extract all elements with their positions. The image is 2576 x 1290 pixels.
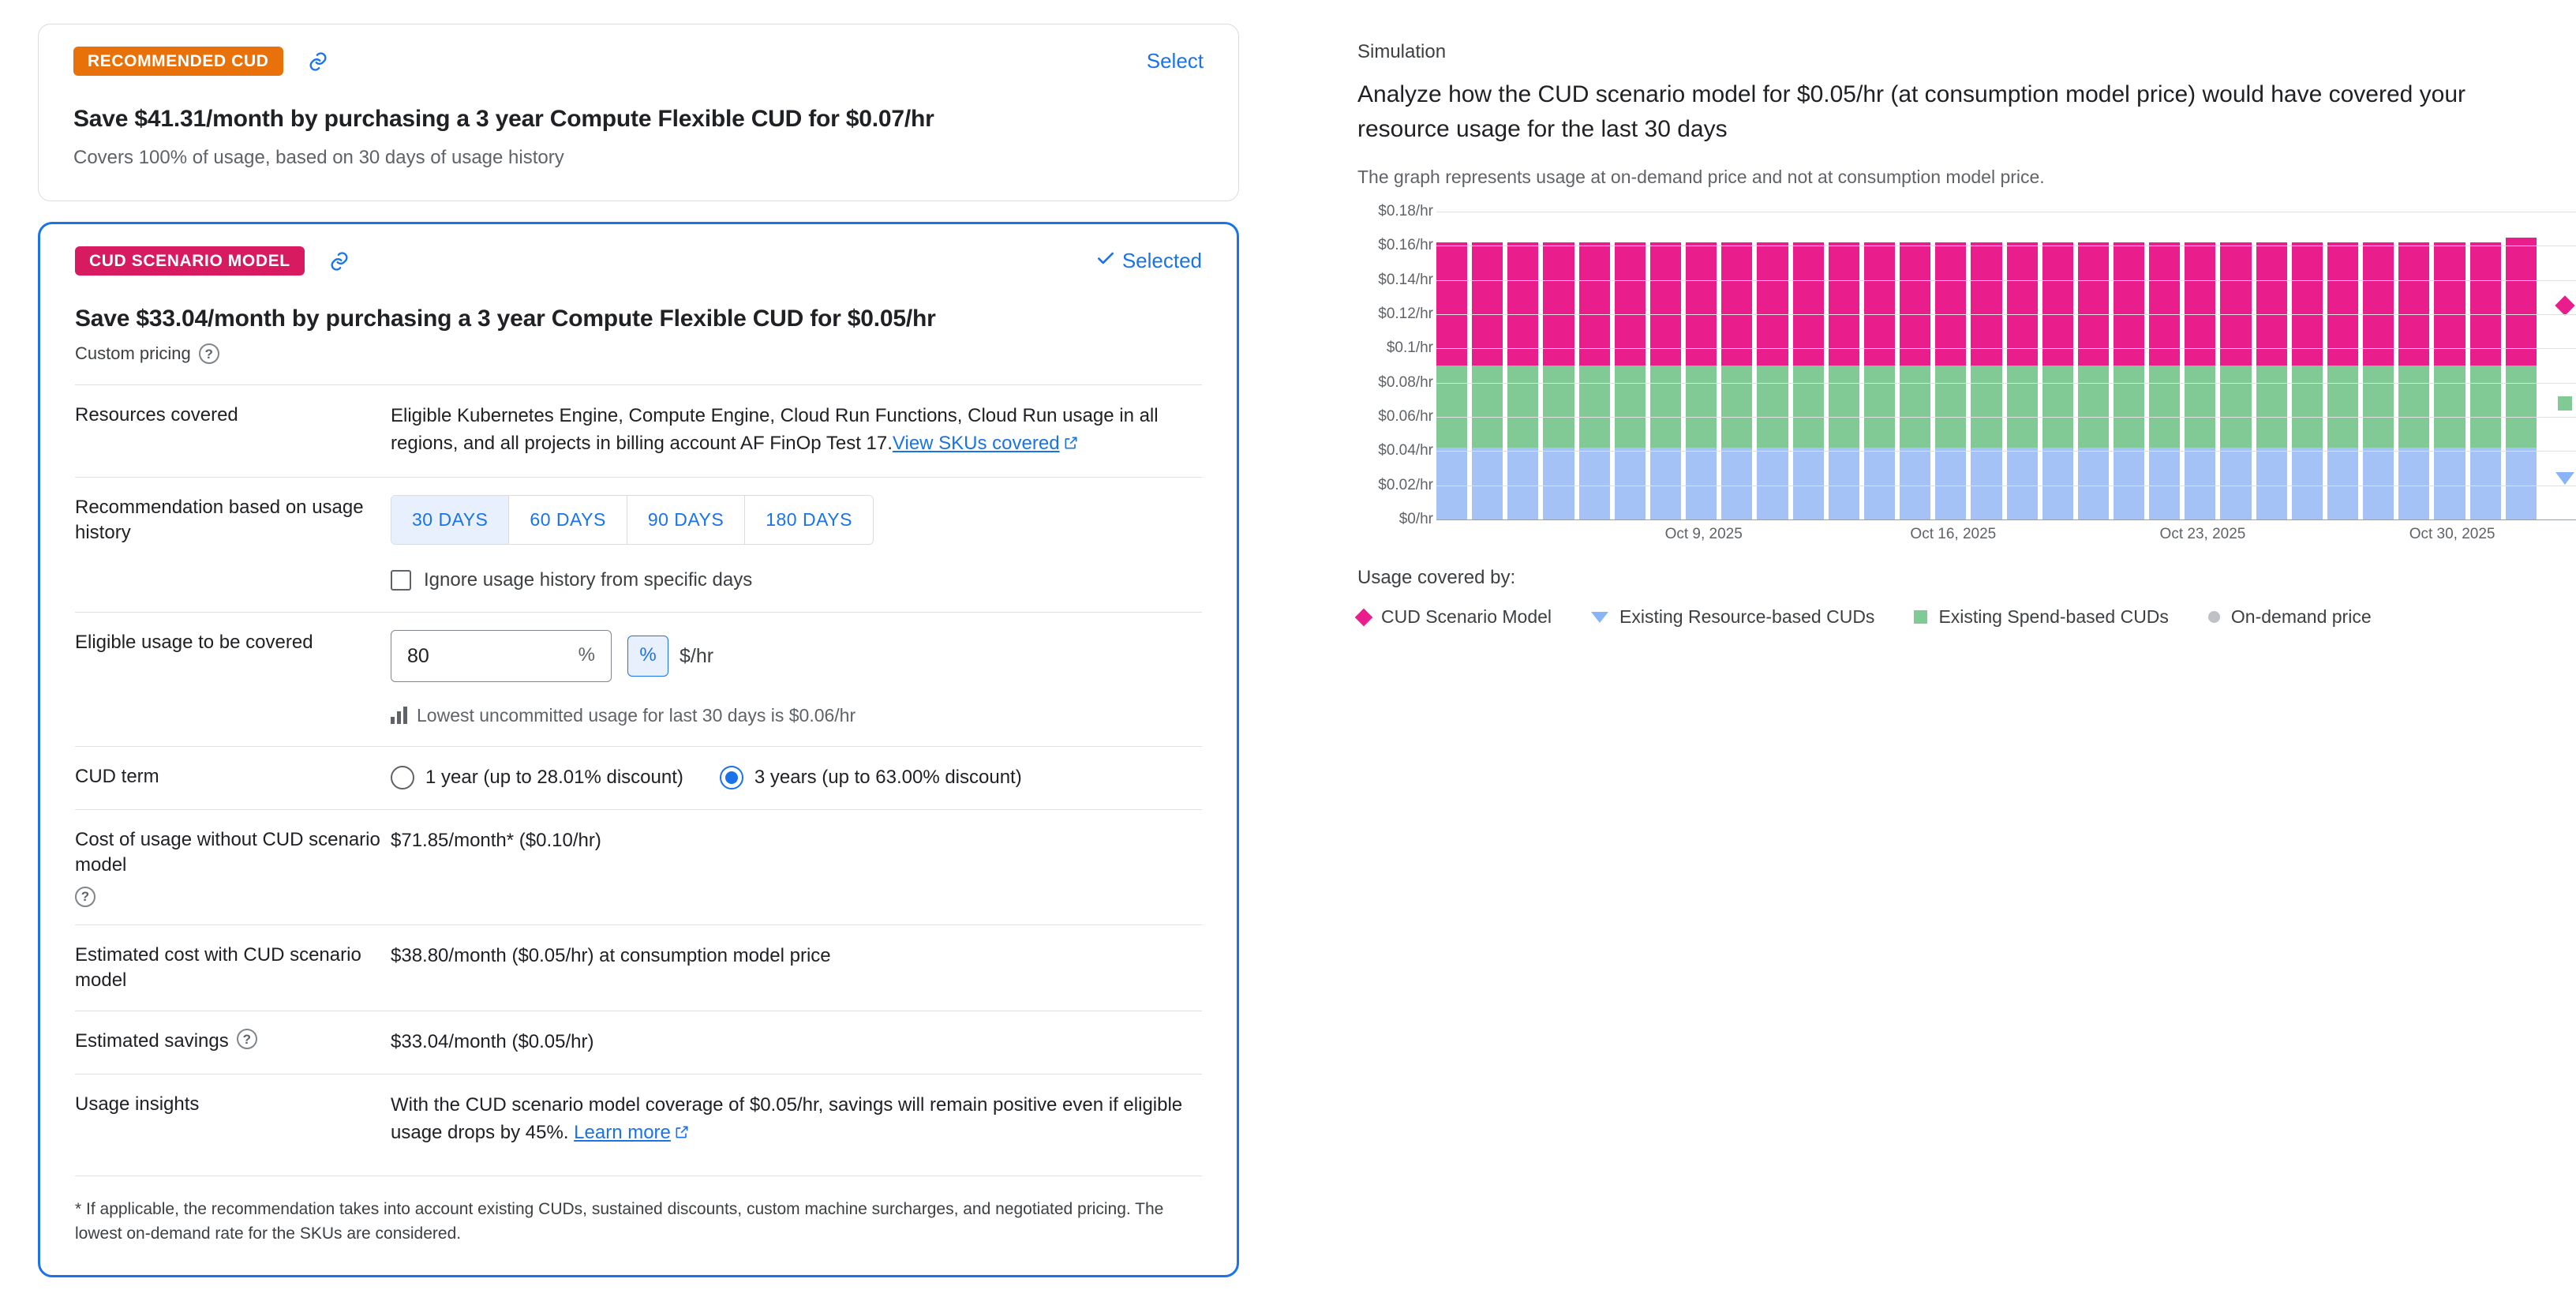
chart-bar[interactable] xyxy=(1971,212,2001,519)
row-value xyxy=(391,1092,1202,1149)
selected-indicator[interactable] xyxy=(1095,248,1202,274)
chart-bar[interactable] xyxy=(1721,212,1752,519)
chart-gridline xyxy=(1436,451,2576,452)
bar-segment xyxy=(1793,448,1824,519)
bar-segment xyxy=(1757,448,1788,519)
row-cost-without-scenario xyxy=(75,809,1202,924)
bar-segment xyxy=(2149,242,2180,366)
recommended-card-header xyxy=(73,47,1204,76)
scenario-card-title: Save $33.04/month by purchasing a 3 year Compute Flexible CUD for $0.05/hr xyxy=(75,306,936,332)
bar-segment xyxy=(2078,366,2109,448)
row-value xyxy=(391,764,1202,792)
radio-1-year[interactable] xyxy=(391,766,414,789)
chart-gridline xyxy=(1436,280,2576,281)
bar-segment xyxy=(2327,448,2358,519)
bar-segment xyxy=(2256,366,2287,448)
cost-with-value: $38.80/month ($0.05/hr) at consumption model price xyxy=(391,944,831,966)
ignore-usage-history-checkbox[interactable] xyxy=(391,570,411,591)
savings-value: $33.04/month ($0.05/hr) xyxy=(391,1031,594,1053)
bar-segment xyxy=(1579,448,1610,519)
bar-segment xyxy=(2470,242,2501,366)
bar-segment xyxy=(1436,242,1467,366)
bar-segment xyxy=(1472,242,1503,366)
chart-bar[interactable] xyxy=(2327,212,2358,519)
legend-label: CUD Scenario Model xyxy=(1381,606,1552,627)
bar-segment xyxy=(1472,366,1503,448)
unit-toggle[interactable] xyxy=(627,636,713,677)
bar-segment xyxy=(1757,366,1788,448)
bar-segment xyxy=(1650,448,1681,519)
chart-bar[interactable] xyxy=(1686,212,1717,519)
bar-segment xyxy=(1971,448,2001,519)
bar-segment xyxy=(1900,366,1930,448)
row-value xyxy=(391,630,1202,729)
marker-glyph xyxy=(2555,472,2574,485)
bar-chart-icon xyxy=(391,707,407,724)
eligible-usage-input-row xyxy=(391,630,1202,682)
usage-history-segmented-control[interactable] xyxy=(391,495,874,545)
usage-insights-text: With the CUD scenario model coverage of $0.05/hr, savings will remain positive even if eligible usage drops by 45%. xyxy=(391,1094,1183,1144)
y-tick-label: $0.04/hr xyxy=(1378,442,1433,459)
chart-gridline xyxy=(1436,314,2576,315)
row-label: Eligible usage to be covered xyxy=(75,631,313,653)
row-label: Recommendation based on usage history xyxy=(75,496,364,543)
bar-segment xyxy=(1793,366,1824,448)
bar-segment xyxy=(2007,242,2038,366)
legend-marker-diamond-icon xyxy=(1355,608,1373,626)
y-tick-label: $0/hr xyxy=(1398,511,1433,527)
legend-marker-square-icon xyxy=(1914,610,1927,624)
bar-segment xyxy=(2220,448,2251,519)
bar-segment xyxy=(2185,448,2215,519)
simulation-column xyxy=(1239,24,2576,1266)
marker-glyph xyxy=(2555,295,2574,315)
chart-bar[interactable] xyxy=(1757,212,1788,519)
bar-segment xyxy=(1543,366,1574,448)
chart-bar[interactable] xyxy=(1650,212,1681,519)
unit-per-hour-button[interactable]: $/hr xyxy=(680,644,714,667)
chart-bar[interactable] xyxy=(1900,212,1930,519)
row-recommendation-history xyxy=(75,477,1202,612)
chart-bar[interactable] xyxy=(2506,212,2537,519)
radio-1-year-label: 1 year (up to 28.01% discount) xyxy=(425,767,683,789)
bar-segment xyxy=(1579,366,1610,448)
external-link-icon xyxy=(1063,432,1079,459)
y-tick-label: $0.02/hr xyxy=(1378,476,1433,493)
bar-segment xyxy=(2149,366,2180,448)
savings-label: Estimated savings xyxy=(75,1030,229,1052)
legend-item[interactable] xyxy=(1914,606,2168,628)
view-skus-covered-link[interactable]: View SKUs covered xyxy=(892,432,1060,454)
custom-pricing-row xyxy=(75,343,1202,364)
chart-gridline xyxy=(1436,417,2576,418)
bar-segment xyxy=(2506,448,2537,519)
bar-segment xyxy=(2470,366,2501,448)
bar-segment xyxy=(1650,242,1681,366)
scenario-footnote: * If applicable, the recommendation takes into account existing CUDs, sustained discounts, custom machine surcharges, and negotiated pricing. The lowest on-demand rate for the SKUs are considered. xyxy=(75,1176,1202,1247)
bar-segment xyxy=(2363,366,2394,448)
bar-segment xyxy=(1829,448,1859,519)
chart-bar[interactable] xyxy=(2007,212,2038,519)
bar-segment xyxy=(2220,366,2251,448)
cud-term-radio-group[interactable] xyxy=(391,764,1202,792)
bar-segment xyxy=(2434,448,2465,519)
x-tick-label: Oct 9, 2025 xyxy=(1664,526,1743,542)
chart-marker-triangle-down xyxy=(2555,472,2574,485)
simulation-note: The graph represents usage at on-demand price and not at consumption model price. xyxy=(1357,167,2045,187)
chart-bar[interactable] xyxy=(2398,212,2429,519)
bar-segment xyxy=(2042,448,2073,519)
row-value xyxy=(391,403,1202,459)
row-estimated-savings xyxy=(75,1011,1202,1074)
select-recommended-button[interactable]: Select xyxy=(1146,49,1204,73)
radio-3-years-label: 3 years (up to 63.00% discount) xyxy=(754,767,1022,789)
bar-segment xyxy=(1615,448,1646,519)
hint-text: Lowest uncommitted usage for last 30 days is $0.06/hr xyxy=(417,704,856,726)
bar-segment xyxy=(2506,366,2537,448)
cud-term-option-3-years[interactable] xyxy=(720,764,1022,792)
bar-segment xyxy=(2363,242,2394,366)
bar-segment xyxy=(1935,366,1966,448)
bar-segment xyxy=(1721,242,1752,366)
bar-segment xyxy=(1829,242,1859,366)
y-tick-label: $0.16/hr xyxy=(1378,237,1433,254)
bar-segment xyxy=(1721,366,1752,448)
recommended-card-subtitle: Covers 100% of usage, based on 30 days of usage history xyxy=(73,147,564,168)
bar-segment xyxy=(1507,366,1538,448)
chart-markers xyxy=(2549,212,2576,519)
cost-without-label: Cost of usage without CUD scenario model xyxy=(75,828,380,876)
bar-segment xyxy=(1971,242,2001,366)
cud-scenario-model-card[interactable] xyxy=(38,222,1239,1277)
legend-label: Existing Resource-based CUDs xyxy=(1619,606,1875,627)
bar-segment xyxy=(2114,366,2144,448)
chart-bar[interactable] xyxy=(2470,212,2501,519)
recommendations-column xyxy=(32,24,1239,1266)
bar-segment xyxy=(2220,242,2251,366)
bar-segment xyxy=(1864,366,1895,448)
resources-covered-text: Eligible Kubernetes Engine, Compute Engine, Cloud Run Functions, Cloud Run usage in all regions, and all projects in billing account AF FinOp Test 17. xyxy=(391,405,1159,454)
bar-segment xyxy=(1864,448,1895,519)
bar-segment xyxy=(1900,242,1930,366)
chart-bar[interactable] xyxy=(2434,212,2465,519)
simulation-title: Analyze how the CUD scenario model for $0.05/hr (at consumption model price) would have covered your resource usage for the last 30 days xyxy=(1357,81,2466,142)
bar-segment xyxy=(2042,242,2073,366)
bar-segment xyxy=(1579,242,1610,366)
segment-90-days[interactable]: 90 DAYS xyxy=(627,496,745,544)
y-tick-label: $0.18/hr xyxy=(1378,203,1433,219)
chart-legend xyxy=(1357,606,2576,628)
row-cost-with-scenario xyxy=(75,924,1202,1011)
cud-term-option-1-year[interactable] xyxy=(391,764,683,792)
eligible-usage-suffix: % xyxy=(578,644,595,666)
chart-x-axis-labels xyxy=(1436,526,2541,549)
chart-bar[interactable] xyxy=(1793,212,1824,519)
chart-bar[interactable] xyxy=(2220,212,2251,519)
bar-segment xyxy=(2078,242,2109,366)
bar-segment xyxy=(1615,366,1646,448)
chart-bar[interactable] xyxy=(2078,212,2109,519)
chart-bar[interactable] xyxy=(1436,212,1467,519)
lowest-uncommitted-usage-hint xyxy=(391,703,1202,729)
bar-segment xyxy=(1615,242,1646,366)
bar-segment xyxy=(2078,448,2109,519)
legend-title: Usage covered by: xyxy=(1357,567,1516,588)
bar-segment xyxy=(2256,448,2287,519)
bar-segment xyxy=(2434,366,2465,448)
chart-bar[interactable] xyxy=(2042,212,2073,519)
y-tick-label: $0.12/hr xyxy=(1378,306,1433,322)
bar-segment xyxy=(1829,366,1859,448)
y-tick-label: $0.06/hr xyxy=(1378,408,1433,425)
segment-60-days[interactable]: 60 DAYS xyxy=(509,496,627,544)
chart-gridline xyxy=(1436,348,2576,349)
bar-segment xyxy=(2114,448,2144,519)
bar-segment xyxy=(1971,366,2001,448)
bar-segment xyxy=(1793,242,1824,366)
legend-marker-triangle-down-icon xyxy=(1591,612,1608,623)
chart-gridline xyxy=(1436,383,2576,384)
bar-segment xyxy=(2470,448,2501,519)
chart-bar[interactable] xyxy=(2185,212,2215,519)
eligible-usage-value: 80 xyxy=(407,644,429,667)
bar-segment xyxy=(1650,366,1681,448)
bar-segment xyxy=(1436,448,1467,519)
row-value xyxy=(391,495,1202,594)
chart-bar[interactable] xyxy=(1579,212,1610,519)
bar-segment xyxy=(1935,448,1966,519)
chart-bar[interactable] xyxy=(2114,212,2144,519)
usage-insights-label: Usage insights xyxy=(75,1093,200,1116)
bar-segment xyxy=(2007,366,2038,448)
row-resources-covered xyxy=(75,384,1202,477)
bar-segment xyxy=(2042,366,2073,448)
bar-segment xyxy=(1436,366,1467,448)
row-label: Resources covered xyxy=(75,404,238,426)
ignore-usage-history-row[interactable] xyxy=(391,567,1202,594)
legend-label: Existing Spend-based CUDs xyxy=(1938,606,2169,627)
bar-segment xyxy=(2149,448,2180,519)
bar-segment xyxy=(2398,448,2429,519)
bar-segment xyxy=(1686,366,1717,448)
radio-3-years[interactable] xyxy=(720,766,743,789)
segment-180-days[interactable]: 180 DAYS xyxy=(745,496,873,544)
row-cud-term xyxy=(75,746,1202,809)
y-tick-label: $0.14/hr xyxy=(1378,271,1433,288)
segment-30-days[interactable]: 30 DAYS xyxy=(391,496,509,544)
bar-segment xyxy=(2398,366,2429,448)
ignore-usage-history-label: Ignore usage history from specific days xyxy=(424,568,753,591)
bar-segment xyxy=(2114,242,2144,366)
chart-y-axis-labels xyxy=(1357,203,1433,527)
bar-segment xyxy=(2007,448,2038,519)
chart-bar[interactable] xyxy=(1472,212,1503,519)
y-tick-label: $0.1/hr xyxy=(1386,339,1433,357)
marker-glyph xyxy=(2558,396,2572,411)
bar-segment xyxy=(2327,242,2358,366)
scenario-details-rows xyxy=(75,384,1202,1166)
chart-axis-line xyxy=(1436,519,2576,520)
link-icon[interactable] xyxy=(328,250,350,272)
bar-segment xyxy=(1543,448,1574,519)
legend-item[interactable] xyxy=(2208,606,2372,628)
bar-segment xyxy=(2506,238,2537,366)
bar-segment xyxy=(1686,242,1717,366)
scenario-card-header xyxy=(75,246,1202,276)
chart-bar[interactable] xyxy=(2149,212,2180,519)
check-icon xyxy=(1095,248,1116,274)
x-tick-label: Oct 30, 2025 xyxy=(2409,526,2496,542)
chart-bar[interactable] xyxy=(1615,212,1646,519)
help-icon[interactable]: ? xyxy=(237,1029,257,1049)
cost-with-label: Estimated cost with CUD scenario model xyxy=(75,943,361,992)
recommended-cud-badge: RECOMMENDED CUD xyxy=(73,47,283,76)
bar-segment xyxy=(2363,448,2394,519)
chart-marker-square xyxy=(2558,396,2572,411)
link-icon[interactable] xyxy=(307,51,329,73)
bar-segment xyxy=(1686,448,1717,519)
chart-bars xyxy=(1436,212,2541,519)
bar-segment xyxy=(2292,242,2323,366)
bar-segment xyxy=(1543,242,1574,366)
chart-bar[interactable] xyxy=(1829,212,1859,519)
bar-segment xyxy=(1864,242,1895,366)
x-tick-label: Oct 23, 2025 xyxy=(2159,526,2246,542)
bar-segment xyxy=(2256,242,2287,366)
bar-segment xyxy=(1472,448,1503,519)
learn-more-link[interactable]: Learn more xyxy=(574,1122,671,1144)
bar-segment xyxy=(1507,242,1538,366)
legend-item[interactable] xyxy=(1591,606,1874,628)
cud-scenario-model-badge: CUD SCENARIO MODEL xyxy=(75,246,305,276)
row-label xyxy=(75,1029,391,1054)
row-eligible-usage xyxy=(75,612,1202,746)
legend-marker-circle-icon xyxy=(2208,611,2220,623)
cost-without-value: $71.85/month* ($0.10/hr) xyxy=(391,829,601,851)
custom-pricing-label: Custom pricing xyxy=(75,343,191,363)
bar-segment xyxy=(1935,242,1966,366)
chart-bar[interactable] xyxy=(2292,212,2323,519)
bar-segment xyxy=(2292,448,2323,519)
bar-segment xyxy=(2327,366,2358,448)
row-usage-insights xyxy=(75,1074,1202,1166)
bar-segment xyxy=(2185,242,2215,366)
bar-segment xyxy=(2434,242,2465,366)
bar-segment xyxy=(2398,242,2429,366)
chart-bar[interactable] xyxy=(2363,212,2394,519)
legend-item[interactable] xyxy=(1357,606,1552,628)
help-icon[interactable]: ? xyxy=(199,343,219,364)
bar-segment xyxy=(2185,366,2215,448)
chart-bar[interactable] xyxy=(1864,212,1895,519)
chart-bar[interactable] xyxy=(1507,212,1538,519)
chart-bar[interactable] xyxy=(1543,212,1574,519)
row-label: CUD term xyxy=(75,766,159,788)
bar-segment xyxy=(1507,448,1538,519)
bar-segment xyxy=(1757,242,1788,366)
simulation-label: Simulation xyxy=(1357,41,1447,62)
chart-bar[interactable] xyxy=(1935,212,1966,519)
bar-segment xyxy=(2292,366,2323,448)
y-tick-label: $0.08/hr xyxy=(1378,373,1433,391)
recommended-cud-card[interactable] xyxy=(38,24,1239,201)
chart-marker-diamond xyxy=(2558,298,2572,313)
chart-plot-area xyxy=(1436,212,2541,519)
unit-percent-button[interactable]: % xyxy=(627,636,668,677)
recommended-card-title: Save $41.31/month by purchasing a 3 year Compute Flexible CUD for $0.07/hr xyxy=(73,106,934,132)
bar-segment xyxy=(1721,448,1752,519)
x-tick-label: Oct 16, 2025 xyxy=(1910,526,1997,542)
chart-bar[interactable] xyxy=(2256,212,2287,519)
help-icon[interactable]: ? xyxy=(75,887,95,907)
legend-label: On-demand price xyxy=(2230,606,2372,627)
simulation-chart xyxy=(1357,203,2576,543)
selected-label: Selected xyxy=(1121,249,1202,272)
bar-segment xyxy=(1900,448,1930,519)
row-label xyxy=(75,827,391,907)
external-link-icon xyxy=(674,1121,690,1149)
eligible-usage-input[interactable] xyxy=(391,630,612,682)
